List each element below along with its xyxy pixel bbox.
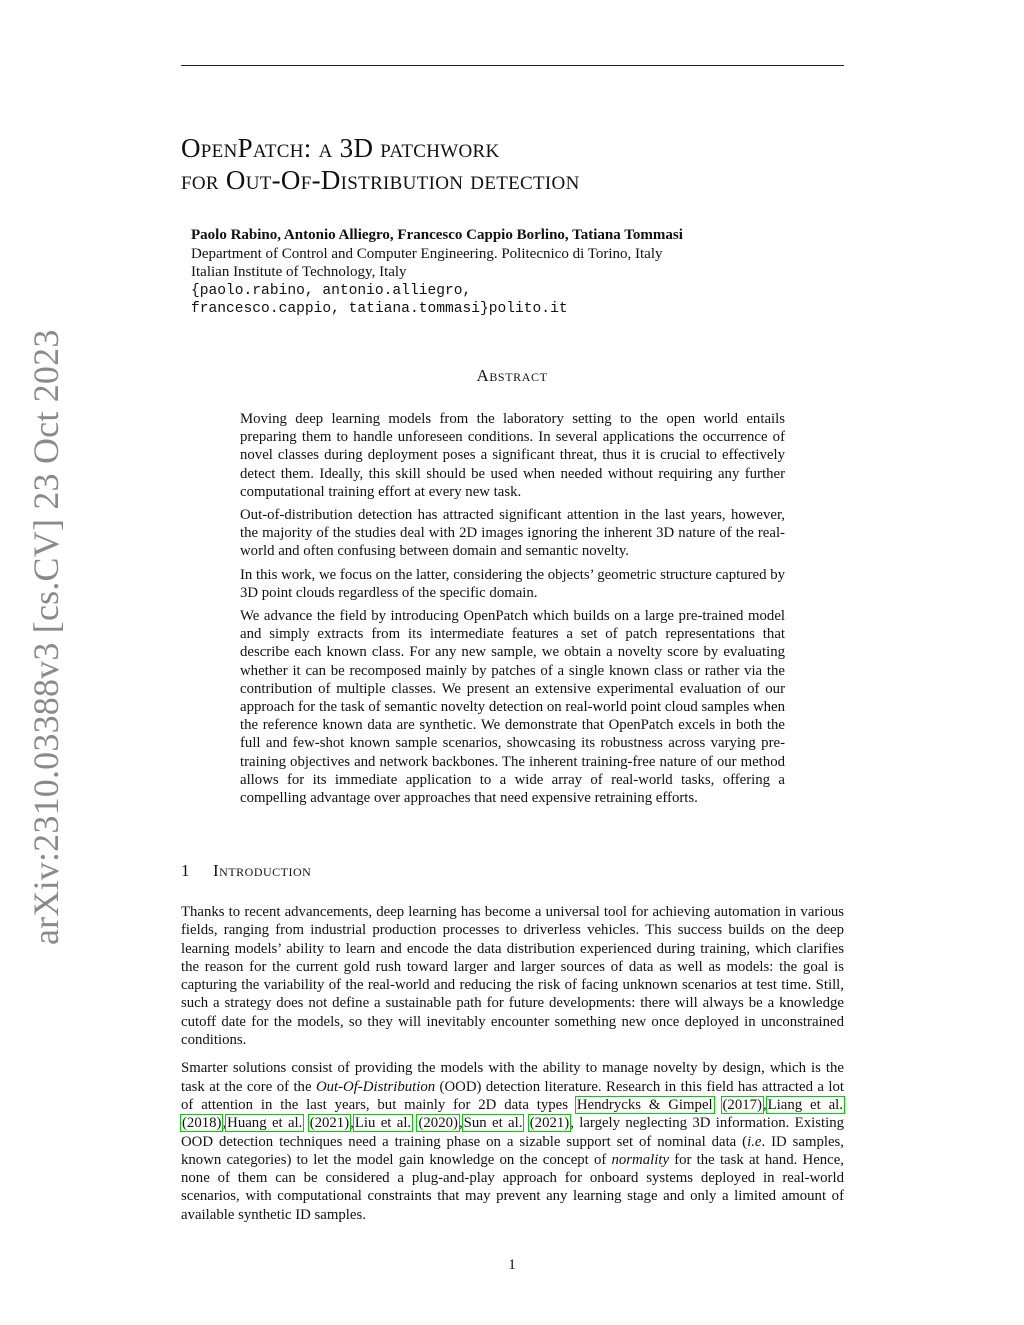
arxiv-stamp: arXiv:2310.03388v3 [cs.CV] 23 Oct 2023 xyxy=(26,329,66,945)
author-block xyxy=(191,226,841,319)
top-rule xyxy=(181,65,844,66)
text-run-italic: normality xyxy=(611,1151,670,1168)
email-line-2: francesco.cappio, tatiana.tommasi}polito.it xyxy=(191,301,568,318)
citation-link[interactable]: (2017) xyxy=(722,1096,762,1113)
citation-link[interactable]: (2021) xyxy=(529,1115,570,1132)
citation-link[interactable]: (2018) xyxy=(182,1115,222,1132)
abstract-paragraph: In this work, we focus on the latter, considering the objects’ geometric structure captured by 3D point clouds regardless of the specific domain. xyxy=(240,566,785,601)
affiliation-2: Italian Institute of Technology, Italy xyxy=(191,264,407,281)
abstract-paragraph: Moving deep learning models from the laboratory setting to the open world entails preparing them to handle unforeseen conditions. In several applications the occurrence of novel classes during deployment poses a significant threat, thus it is crucial to effectively detect them. Ideally, this skill should be used when needed without requiring any further computational training effort at every new task. xyxy=(240,411,785,500)
abstract-paragraph: Out-of-distribution detection has attracted significant attention in the last years, however, the majority of the studies deal with 2D images ignoring the inherent 3D nature of the real-world and often confusing between domain and semantic novelty. xyxy=(240,507,785,560)
text-run: . ID samples, known categories) to let the model gain knowledge on the concept of xyxy=(181,1133,844,1168)
section-number: 1 xyxy=(181,861,190,880)
abstract-paragraph: We advance the field by introducing OpenPatch which builds on a large pre-trained model and simply extracts from its intermediate features a set of patch representations that describe each known class. For any new sample, we obtain a novelty score by evaluating whether it can be recomposed mainly by patches of a single known class or rather via the contribution of multiple classes. We present an extensive experimental evaluation of our approach for the task of semantic novelty detection on real-world point cloud samples when the reference known data are synthetic. We demonstrate that OpenPatch excels in both the full and few-shot known sample scenarios, showcasing its robustness across varying pre-training objectives and network backbones. The inherent training-free nature of our method allows for its immediate application to a wide array of real-world tasks, offering a compelling advantage over approaches that need expensive retraining efforts. xyxy=(240,608,785,807)
citation-link[interactable]: Huang et al. xyxy=(227,1115,303,1132)
intro-paragraph-1: Thanks to recent advancements, deep learning has become a universal tool for achieving automation in various fields, ranging from industrial production processes to driverless vehicles. This success builds on the deep learning models’ ability to learn and encode the data distribution experienced during training, which clarifies the reason for the current gold rush toward larger and larger sources of data as well as models: the goal is capturing the variability of the real-world and reducing the risk of facing unknown scenarios at test time. Still, such a strategy does not define a sustainable path for future developments: there will always be a knowledge cutoff date for the models, so they will inevitably encounter something new once deployed in unconstrained conditions. xyxy=(181,904,844,1049)
citation-link[interactable]: Sun et al. xyxy=(463,1115,523,1132)
email-line-1: {paolo.rabino, antonio.alliegro, xyxy=(191,282,472,299)
intro-paragraph-2 xyxy=(181,1059,844,1224)
page-number: 1 xyxy=(508,1257,516,1273)
text-run-italic: i.e xyxy=(747,1133,762,1150)
section-heading-introduction xyxy=(181,861,844,881)
separator: , xyxy=(458,1115,463,1132)
citation-link[interactable]: (2020) xyxy=(418,1115,458,1132)
text-run: , largely neglecting 3D information. Existing OOD detection techniques need a training phase on a sizable support set of nominal data ( xyxy=(181,1115,845,1150)
separator: , xyxy=(350,1115,354,1132)
citation-link[interactable]: (2021) xyxy=(309,1115,350,1132)
text-run: Smarter solutions consist of providing the models with the ability to manage novelty by design, which is the task at the core of the xyxy=(181,1060,844,1095)
affiliation-1: Department of Control and Computer Engineering. Politecnico di Torino, Italy xyxy=(191,245,663,262)
citation-link[interactable]: Liu et al. xyxy=(354,1115,412,1132)
introduction-body xyxy=(181,903,844,1234)
text-run: (OOD) detection literature. Research in this field has attracted a lot of attention in the last years, but mainly for 2D data types xyxy=(181,1078,844,1113)
text-run: for the task at hand. Hence, none of them can be considered a plug-and-play approach for onboard systems deployed in real-world scenarios, with computational constraints that may prevent any learning stage and only a limited amount of available synthetic ID samples. xyxy=(181,1151,844,1223)
paper-title xyxy=(181,132,844,196)
abstract-body xyxy=(240,410,785,812)
title-line-1: OpenPatch: a 3D patchwork xyxy=(181,133,500,163)
abstract-heading: Abstract xyxy=(476,366,548,385)
author-names: Paolo Rabino, Antonio Alliegro, Francesco Cappio Borlino, Tatiana Tommasi xyxy=(191,227,683,243)
citation-link[interactable]: Liang et al. xyxy=(767,1096,843,1113)
separator: , xyxy=(222,1115,227,1132)
citation-link[interactable]: Hendrycks & Gimpel xyxy=(576,1096,713,1113)
section-title: Introduction xyxy=(213,861,312,880)
text-run-italic: Out-Of-Distribution xyxy=(315,1078,436,1095)
separator: , xyxy=(762,1096,767,1113)
title-line-2: for Out-Of-Distribution detection xyxy=(181,165,580,195)
